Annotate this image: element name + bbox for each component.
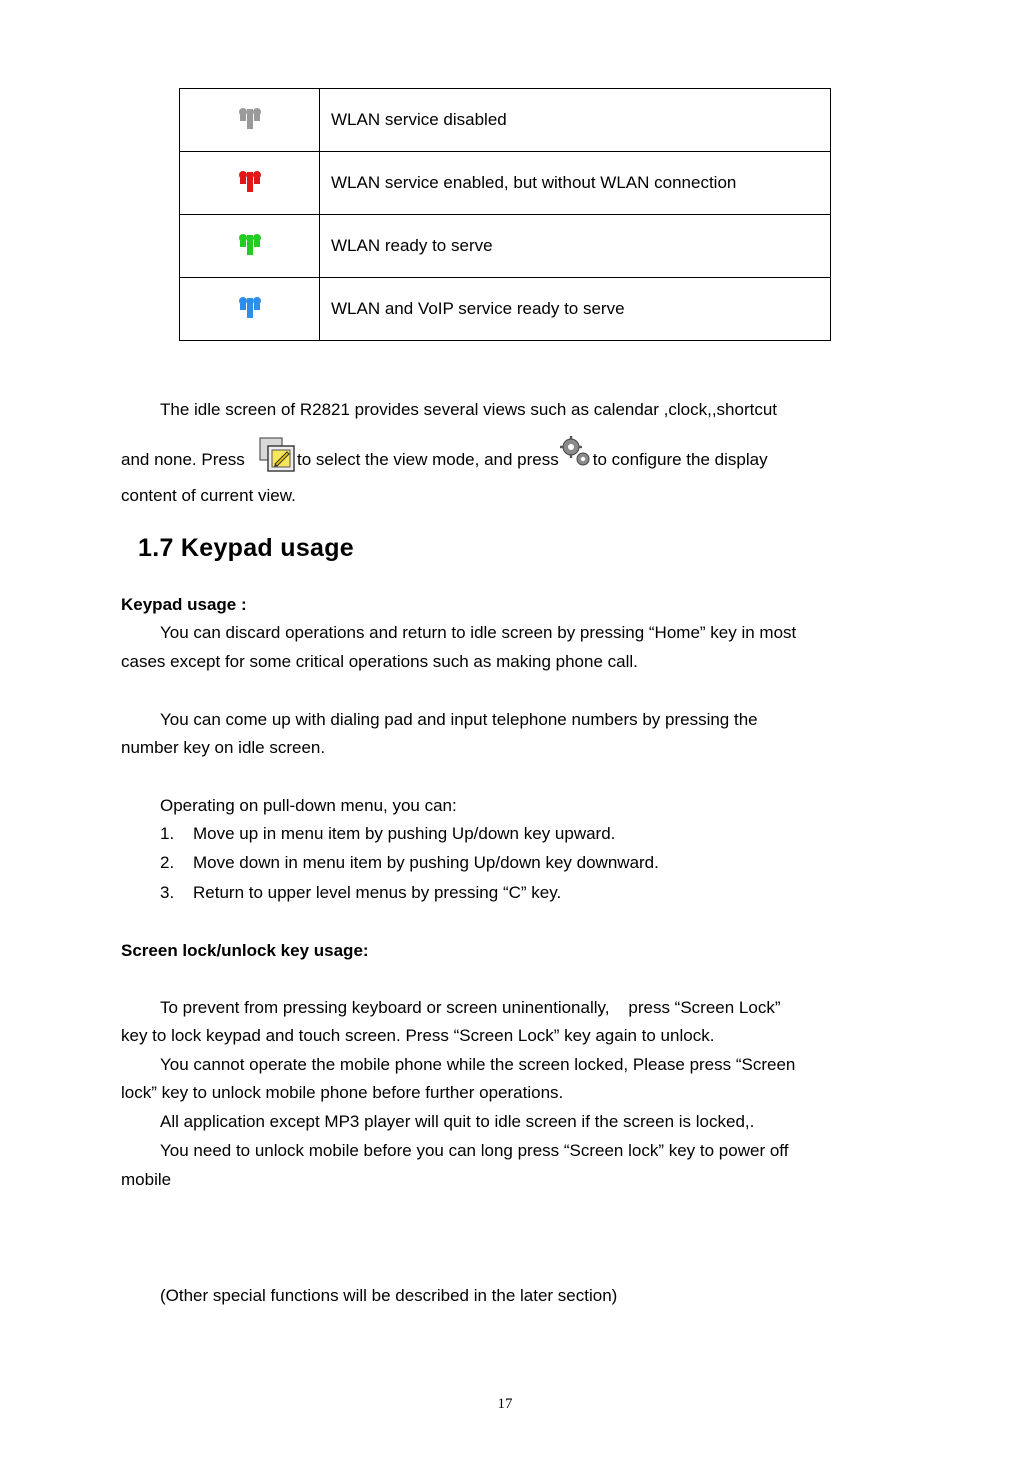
- other-functions-note: (Other special functions will be described in the later section): [160, 1286, 618, 1305]
- page-number: 17: [497, 1396, 513, 1412]
- section-heading: 1.7 Keypad usage: [138, 534, 355, 562]
- idle-paragraph-line3: content of current view.: [121, 486, 296, 505]
- keypad-p1-line2: cases except for some critical operations such as making phone call.: [121, 652, 638, 671]
- screen-lock-label: Screen lock/unlock key usage:: [121, 941, 369, 960]
- wlan-status-label: WLAN service disabled: [320, 89, 831, 152]
- lock-p2-line2: lock” key to unlock mobile phone before further operations.: [121, 1083, 564, 1102]
- keypad-p3: Operating on pull-down menu, you can:: [160, 796, 457, 815]
- wlan-voip-ready-icon: [236, 295, 264, 319]
- table-row: [180, 152, 831, 215]
- keypad-p2-line1: You can come up with dialing pad and input telephone numbers by pressing the: [160, 710, 758, 729]
- view-mode-icon: [259, 437, 297, 473]
- keypad-p2-line2: number key on idle screen.: [121, 738, 326, 757]
- wlan-status-label: WLAN service enabled, but without WLAN connection: [320, 152, 831, 215]
- wlan-ready-icon: [236, 232, 264, 256]
- wlan-status-label: WLAN and VoIP service ready to serve: [320, 278, 831, 341]
- lock-p2-line1: You cannot operate the mobile phone while the screen locked, Please press “Screen: [160, 1055, 796, 1074]
- lock-p1-line2: key to lock keypad and touch screen. Press “Screen Lock” key again to unlock.: [121, 1026, 715, 1045]
- list-item: 3. Return to upper level menus by pressing “C” key.: [160, 883, 562, 902]
- wlan-status-table: [179, 88, 831, 341]
- idle-paragraph-line1: The idle screen of R2821 provides several views such as calendar ,clock,,shortcut: [160, 400, 778, 419]
- idle-paragraph-line2: and none. Press to select the view mode, and press to configure the display: [121, 434, 891, 486]
- table-row: [180, 89, 831, 152]
- settings-gear-icon: [559, 435, 593, 469]
- wlan-status-label: WLAN ready to serve: [320, 215, 831, 278]
- list-item: 1. Move up in menu item by pushing Up/down key upward.: [160, 824, 616, 843]
- table-row: [180, 215, 831, 278]
- lock-p4-line1: You need to unlock mobile before you can long press “Screen lock” key to power off: [160, 1141, 789, 1160]
- list-item: 2. Move down in menu item by pushing Up/down key downward.: [160, 853, 659, 872]
- lock-p3: All application except MP3 player will quit to idle screen if the screen is locked,.: [160, 1112, 755, 1131]
- keypad-usage-label: Keypad usage :: [121, 595, 247, 614]
- lock-p1-line1: To prevent from pressing keyboard or screen uninentionally, press “Screen Lock”: [160, 998, 781, 1017]
- wlan-disabled-icon: [236, 106, 264, 130]
- wlan-no-connection-icon: [236, 169, 264, 193]
- lock-p4-line2: mobile: [121, 1170, 172, 1189]
- table-row: [180, 278, 831, 341]
- keypad-p1-line1: You can discard operations and return to idle screen by pressing “Home” key in most: [160, 623, 797, 642]
